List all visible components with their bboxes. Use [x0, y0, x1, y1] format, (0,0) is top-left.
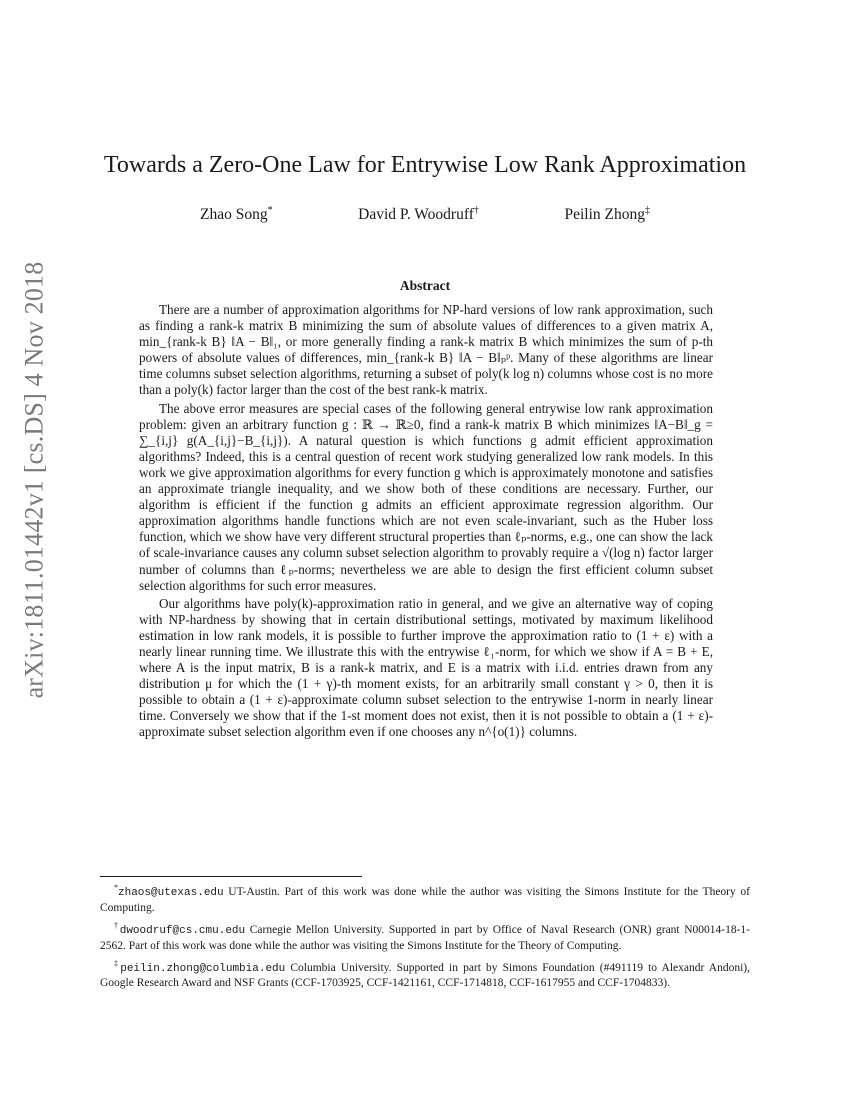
footnote-email: zhaos@utexas.edu [118, 886, 224, 899]
author-mark: † [473, 205, 479, 216]
footnote-mark: * [114, 883, 118, 892]
footnote-rule [100, 876, 362, 877]
abstract-heading: Abstract [399, 278, 451, 293]
arxiv-sidebar [6, 261, 62, 699]
abstract-paragraph-3: Our algorithms have poly(k)-approximation ratio in general, and we give an alternative way of coping with NP-hardness by showing that in certain distributional settings, motivated by maximum likelihood estimation in low rank models, it is possible to further improve the approximation ratio to (1 + ε) with a nearly linear running time. We illustrate this with the entrywise ℓ₁-norm, for which we show if A = B + E, where A is the input matrix, B is a rank-k matrix, and E is a matrix with i.i.d. entries drawn from any distribution μ for which the (1 + γ)-th moment exists, for an arbitrarily small constant γ > 0, then it is possible to obtain a (1 + ε)-approximate column subset selection to the entrywise 1-norm in nearly linear time. Conversely we show that if the 1-st moment does not exist, then it is not possible to obtain a (1 + ε)-approximate subset selection algorithm even if one chooses any n^{o(1)} columns. [139, 595, 713, 740]
footnote-email: dwoodruf@cs.cmu.edu [119, 924, 246, 937]
footnote-email: peilin.zhong@columbia.edu [120, 962, 286, 975]
footnote-mark: ‡ [114, 958, 121, 968]
arxiv-identifier: arXiv:1811.01442v1 [cs.DS] 4 Nov 2018 [19, 261, 49, 699]
abstract-body [139, 302, 713, 743]
abstract-paragraph-1: There are a number of approximation algorithms for NP-hard versions of low rank approximation, such as finding a rank-k matrix B minimizing the sum of absolute values of differences to a given matrix A, min_{rank-k B} ‖A − B‖₁, or more generally finding a rank-k matrix B which minimizes the sum of p-th powers of absolute values of differences, min_{rank-k B} ‖A − B‖ₚᵖ. Many of these algorithms are linear time columns subset selection algorithms, returning a subset of poly(k log n) columns whose cost is no more than a poly(k) factor larger than the cost of the best rank-k matrix. [139, 302, 713, 398]
footnote-1 [100, 880, 750, 916]
paper-title: Towards a Zero-One Law for Entrywise Low Rank Approximation [103, 152, 747, 178]
footnote-text: Carnegie Mellon University. Supported in part by Office of Naval Research (ONR) grant N00014-18-1-2562. Part of this work was done while the author was visiting the Simons Institute for the Theory of Computing. [100, 923, 750, 952]
footnote-text: UT-Austin. Part of this work was done while the author was visiting the Simons Institute for the Theory of Computing. [100, 885, 750, 914]
footnote-mark: † [114, 920, 120, 930]
author-3 [564, 205, 650, 224]
author-name: David P. Woodruff [358, 206, 474, 224]
author-mark: ‡ [645, 205, 650, 216]
footnote-text: Columbia University. Supported in part by Simons Foundation (#491119 to Alexandr Andoni), Google Research Award and NSF Grants (CCF-1703925, CCF-1421161, CCF-1714818, CCF-1617955 and CCF-1704833). [100, 961, 750, 990]
author-name: Peilin Zhong [564, 206, 645, 224]
footnote-2 [100, 918, 750, 954]
author-list [200, 205, 650, 224]
footnotes [100, 880, 750, 993]
author-2 [358, 205, 479, 224]
author-name: Zhao Song [200, 206, 268, 224]
author-mark: * [267, 205, 273, 216]
abstract-paragraph-2: The above error measures are special cases of the following general entrywise low rank approximation problem: given an arbitrary function g : ℝ → ℝ≥0, find a rank-k matrix B which minimizes ‖A−B‖_g = ∑_{i,j} g(A_{i,j}−B_{i,j}). A natural question is which functions g admit efficient approximation algorithms? Indeed, this is a central question of recent work studying generalized low rank models. In this work we give approximation algorithms for every function g which is approximately monotone and satisfies an approximate triangle inequality, and we show both of these conditions are necessary. Further, our algorithm is efficient if the function g admits an efficient approximate regression algorithm. Our approximation algorithms handle functions which are not even scale-invariant, such as the Huber loss function, which we show have very different structural properties than ℓₚ-norms, e.g., one can show the lack of scale-invariance causes any column subset selection algorithm to provably require a √(log n) factor larger number of columns than ℓₚ-norms; nevertheless we are able to design the first efficient column subset selection algorithms for such error measures. [139, 400, 713, 593]
author-1 [200, 205, 273, 224]
footnote-3 [100, 956, 750, 992]
